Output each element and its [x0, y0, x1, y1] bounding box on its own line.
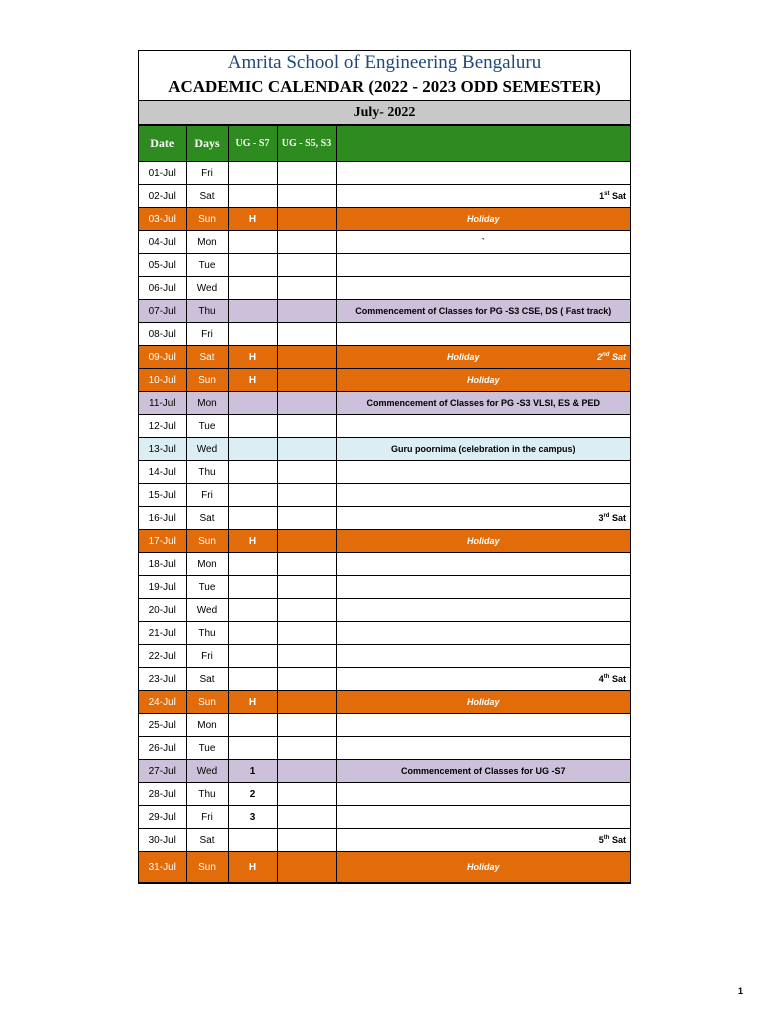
table-header-row — [139, 126, 630, 162]
date-cell: 23-Jul — [139, 668, 186, 691]
day-cell: Sun — [186, 208, 228, 231]
day-cell: Mon — [186, 553, 228, 576]
ug-s5-s3-cell — [277, 254, 336, 277]
date-cell: 04-Jul — [139, 231, 186, 254]
ug-s7-cell: 1 — [228, 760, 277, 783]
saturday-number: 1 — [599, 191, 605, 201]
calendar-row — [139, 599, 630, 622]
saturday-number: 4 — [598, 674, 604, 684]
event-cell — [336, 645, 630, 668]
day-cell: Thu — [186, 783, 228, 806]
saturday-ordinal: nd — [602, 352, 610, 358]
date-cell: 02-Jul — [139, 185, 186, 208]
event-text: Commencement of Classes for PG -S3 VLSI, ES & PED — [366, 398, 601, 408]
col-header-days: Days — [186, 126, 228, 162]
event-cell — [336, 277, 630, 300]
ug-s5-s3-cell — [277, 714, 336, 737]
saturday-word: Sat — [611, 352, 626, 362]
saturday-number: 2 — [597, 352, 603, 362]
date-cell: 09-Jul — [139, 346, 186, 369]
date-cell: 28-Jul — [139, 783, 186, 806]
event-cell — [336, 369, 630, 392]
date-cell: 20-Jul — [139, 599, 186, 622]
event-cell — [336, 346, 630, 369]
day-cell: Thu — [186, 622, 228, 645]
ug-s5-s3-cell — [277, 852, 336, 883]
calendar-row — [139, 553, 630, 576]
calendar-row — [139, 507, 630, 530]
calendar-row — [139, 277, 630, 300]
date-cell: 10-Jul — [139, 369, 186, 392]
date-cell: 31-Jul — [139, 852, 186, 883]
ug-s7-cell: 2 — [228, 783, 277, 806]
date-cell: 11-Jul — [139, 392, 186, 415]
event-cell — [336, 668, 630, 691]
ug-s7-cell — [228, 507, 277, 530]
event-cell — [336, 806, 630, 829]
day-cell: Wed — [186, 277, 228, 300]
saturday-ordinal: th — [603, 674, 610, 680]
date-cell: 22-Jul — [139, 645, 186, 668]
day-cell: Fri — [186, 484, 228, 507]
ug-s7-cell — [228, 484, 277, 507]
calendar-row — [139, 231, 630, 254]
day-cell: Wed — [186, 438, 228, 461]
date-cell: 13-Jul — [139, 438, 186, 461]
event-cell — [336, 530, 630, 553]
event-text: Commencement of Classes for UG -S7 — [400, 766, 566, 776]
event-text: Guru poornima (celebration in the campus) — [390, 444, 576, 454]
ug-s5-s3-cell — [277, 208, 336, 231]
ug-s7-cell: H — [228, 852, 277, 883]
ug-s7-cell — [228, 254, 277, 277]
date-cell: 16-Jul — [139, 507, 186, 530]
date-cell: 21-Jul — [139, 622, 186, 645]
event-cell — [336, 737, 630, 760]
saturday-counter — [598, 513, 626, 523]
event-cell — [336, 208, 630, 231]
date-cell: 07-Jul — [139, 300, 186, 323]
date-cell: 29-Jul — [139, 806, 186, 829]
ug-s5-s3-cell — [277, 369, 336, 392]
ug-s5-s3-cell — [277, 323, 336, 346]
date-cell: 27-Jul — [139, 760, 186, 783]
event-text: Holiday — [466, 862, 500, 872]
saturday-counter — [599, 191, 626, 201]
saturday-counter — [599, 835, 626, 845]
day-cell: Tue — [186, 737, 228, 760]
ug-s7-cell: H — [228, 346, 277, 369]
date-cell: 08-Jul — [139, 323, 186, 346]
saturday-word: Sat — [611, 835, 626, 845]
date-cell: 30-Jul — [139, 829, 186, 852]
ug-s5-s3-cell — [277, 392, 336, 415]
ug-s7-cell: H — [228, 369, 277, 392]
ug-s7-cell — [228, 737, 277, 760]
date-cell: 01-Jul — [139, 162, 186, 185]
calendar-row — [139, 461, 630, 484]
ug-s5-s3-cell — [277, 622, 336, 645]
date-cell: 14-Jul — [139, 461, 186, 484]
day-cell: Tue — [186, 415, 228, 438]
event-cell — [336, 231, 630, 254]
calendar-row — [139, 369, 630, 392]
ug-s5-s3-cell — [277, 231, 336, 254]
event-text: Holiday — [466, 375, 500, 385]
event-cell — [336, 438, 630, 461]
ug-s7-cell — [228, 599, 277, 622]
calendar-row — [139, 668, 630, 691]
calendar-row — [139, 645, 630, 668]
calendar-row — [139, 254, 630, 277]
ug-s7-cell — [228, 668, 277, 691]
date-cell: 17-Jul — [139, 530, 186, 553]
ug-s5-s3-cell — [277, 645, 336, 668]
event-cell — [336, 714, 630, 737]
calendar-row — [139, 208, 630, 231]
calendar-row — [139, 691, 630, 714]
date-cell: 26-Jul — [139, 737, 186, 760]
day-cell: Tue — [186, 254, 228, 277]
calendar-row — [139, 760, 630, 783]
day-cell: Fri — [186, 806, 228, 829]
day-cell: Sun — [186, 530, 228, 553]
calendar-row — [139, 392, 630, 415]
calendar-row — [139, 484, 630, 507]
calendar-title: ACADEMIC CALENDAR (2022 - 2023 ODD SEMESTER) — [139, 75, 630, 101]
saturday-word: Sat — [611, 674, 626, 684]
ug-s7-cell — [228, 415, 277, 438]
saturday-word: Sat — [611, 513, 626, 523]
ug-s7-cell — [228, 645, 277, 668]
ug-s7-cell — [228, 829, 277, 852]
ug-s5-s3-cell — [277, 438, 336, 461]
day-cell: Thu — [186, 461, 228, 484]
ug-s7-cell — [228, 277, 277, 300]
calendar-rows — [139, 162, 630, 883]
ug-s5-s3-cell — [277, 346, 336, 369]
ug-s5-s3-cell — [277, 530, 336, 553]
ug-s7-cell: 3 — [228, 806, 277, 829]
saturday-counter — [597, 352, 626, 362]
ug-s7-cell — [228, 300, 277, 323]
ug-s7-cell — [228, 185, 277, 208]
ug-s5-s3-cell — [277, 507, 336, 530]
ug-s7-cell — [228, 714, 277, 737]
calendar-row — [139, 162, 630, 185]
ug-s5-s3-cell — [277, 484, 336, 507]
event-cell — [336, 185, 630, 208]
event-cell — [336, 599, 630, 622]
ug-s7-cell — [228, 231, 277, 254]
event-cell — [336, 392, 630, 415]
ug-s5-s3-cell — [277, 185, 336, 208]
day-cell: Sun — [186, 369, 228, 392]
col-header-ug-s7: UG - S7 — [228, 126, 277, 162]
event-text: Commencement of Classes for PG -S3 CSE, DS ( Fast track) — [355, 306, 612, 316]
event-cell — [336, 162, 630, 185]
event-cell — [336, 760, 630, 783]
day-cell: Wed — [186, 599, 228, 622]
date-cell: 03-Jul — [139, 208, 186, 231]
ug-s7-cell — [228, 461, 277, 484]
event-cell — [336, 622, 630, 645]
day-cell: Sat — [186, 668, 228, 691]
ug-s7-cell — [228, 622, 277, 645]
ug-s5-s3-cell — [277, 668, 336, 691]
day-cell: Sun — [186, 691, 228, 714]
calendar-row — [139, 438, 630, 461]
event-cell — [336, 507, 630, 530]
day-cell: Mon — [186, 714, 228, 737]
calendar-row — [139, 714, 630, 737]
event-text: Holiday — [466, 536, 500, 546]
ug-s7-cell — [228, 392, 277, 415]
ug-s5-s3-cell — [277, 806, 336, 829]
ug-s5-s3-cell — [277, 599, 336, 622]
event-cell — [336, 300, 630, 323]
date-cell: 24-Jul — [139, 691, 186, 714]
day-cell: Mon — [186, 392, 228, 415]
ug-s5-s3-cell — [277, 760, 336, 783]
saturday-counter — [599, 674, 626, 684]
ug-s7-cell: H — [228, 691, 277, 714]
event-cell — [336, 415, 630, 438]
saturday-number: 3 — [598, 513, 604, 523]
calendar-row — [139, 576, 630, 599]
ug-s7-cell — [228, 323, 277, 346]
event-cell — [336, 783, 630, 806]
event-text: ` — [481, 237, 485, 247]
day-cell: Sun — [186, 852, 228, 883]
day-cell: Sat — [186, 185, 228, 208]
ug-s5-s3-cell — [277, 576, 336, 599]
calendar-row — [139, 415, 630, 438]
ug-s5-s3-cell — [277, 162, 336, 185]
event-text: Holiday — [446, 352, 480, 362]
event-cell — [336, 323, 630, 346]
ug-s7-cell: H — [228, 208, 277, 231]
calendar-row — [139, 300, 630, 323]
event-cell — [336, 691, 630, 714]
date-cell: 19-Jul — [139, 576, 186, 599]
date-cell: 05-Jul — [139, 254, 186, 277]
date-cell: 18-Jul — [139, 553, 186, 576]
ug-s5-s3-cell — [277, 783, 336, 806]
date-cell: 15-Jul — [139, 484, 186, 507]
date-cell: 06-Jul — [139, 277, 186, 300]
page-number: 1 — [738, 986, 744, 996]
saturday-ordinal: th — [603, 835, 610, 841]
day-cell: Wed — [186, 760, 228, 783]
calendar-row — [139, 783, 630, 806]
ug-s5-s3-cell — [277, 553, 336, 576]
event-text: Holiday — [466, 697, 500, 707]
event-cell — [336, 461, 630, 484]
day-cell: Mon — [186, 231, 228, 254]
calendar-row — [139, 829, 630, 852]
calendar-row — [139, 530, 630, 553]
saturday-number: 5 — [598, 835, 604, 845]
event-cell — [336, 484, 630, 507]
calendar-row — [139, 185, 630, 208]
day-cell: Thu — [186, 300, 228, 323]
ug-s5-s3-cell — [277, 737, 336, 760]
ug-s7-cell — [228, 553, 277, 576]
ug-s5-s3-cell — [277, 300, 336, 323]
day-cell: Sat — [186, 829, 228, 852]
event-cell — [336, 576, 630, 599]
day-cell: Tue — [186, 576, 228, 599]
col-header-ug-s5-s3: UG - S5, S3 — [277, 126, 336, 162]
ug-s7-cell — [228, 576, 277, 599]
ug-s5-s3-cell — [277, 691, 336, 714]
event-cell — [336, 852, 630, 883]
date-cell: 12-Jul — [139, 415, 186, 438]
calendar-row — [139, 622, 630, 645]
calendar-row — [139, 346, 630, 369]
saturday-ordinal: st — [604, 191, 610, 197]
school-name: Amrita School of Engineering Bengaluru — [227, 52, 542, 73]
ug-s5-s3-cell — [277, 415, 336, 438]
day-cell: Sat — [186, 346, 228, 369]
ug-s7-cell — [228, 438, 277, 461]
day-cell: Fri — [186, 645, 228, 668]
saturday-ordinal: rd — [603, 513, 610, 519]
ug-s7-cell — [228, 162, 277, 185]
event-cell — [336, 553, 630, 576]
calendar-row — [139, 852, 630, 883]
day-cell: Sat — [186, 507, 228, 530]
day-cell: Fri — [186, 162, 228, 185]
ug-s7-cell: H — [228, 530, 277, 553]
ug-s5-s3-cell — [277, 829, 336, 852]
calendar-row — [139, 737, 630, 760]
col-header-date: Date — [139, 126, 186, 162]
col-header-events — [336, 126, 630, 162]
date-cell: 25-Jul — [139, 714, 186, 737]
event-cell — [336, 254, 630, 277]
ug-s5-s3-cell — [277, 277, 336, 300]
event-cell — [336, 829, 630, 852]
calendar-row — [139, 806, 630, 829]
day-cell: Fri — [186, 323, 228, 346]
saturday-word: Sat — [611, 191, 626, 201]
event-text: Holiday — [466, 214, 500, 224]
month-heading: July- 2022 — [139, 101, 630, 125]
calendar-row — [139, 323, 630, 346]
calendar-sheet — [138, 50, 631, 884]
calendar-table — [139, 125, 630, 883]
ug-s5-s3-cell — [277, 461, 336, 484]
